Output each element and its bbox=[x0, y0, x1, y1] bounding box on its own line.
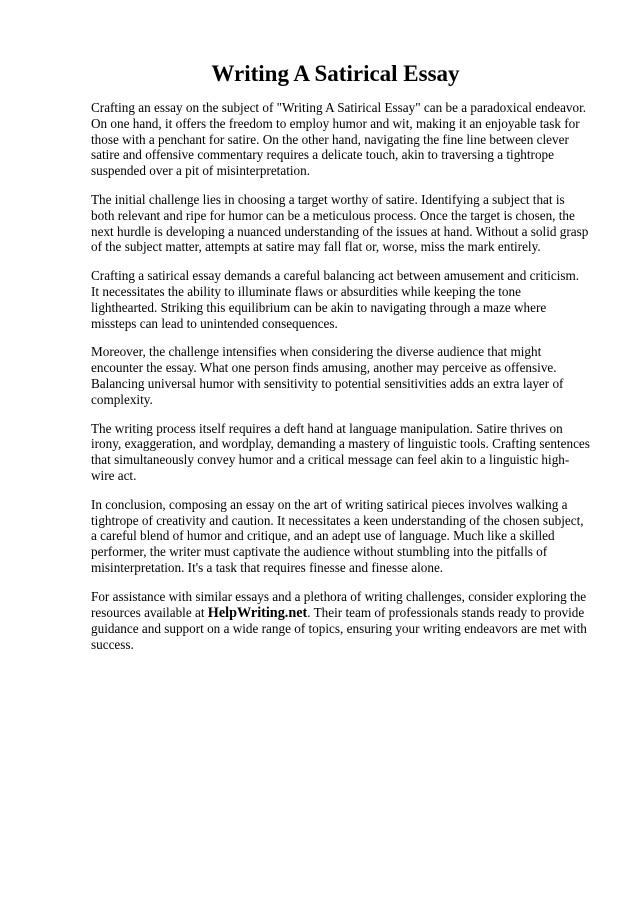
paragraph-1: Crafting an essay on the subject of "Writing A Satirical Essay" can be a paradoxical endeavor. On one hand, it offers the freedom to employ humor and wit, making it an enjoyable task for those with a penchant for satire. On the other hand, navigating the fine line between clever satire and offensive commentary requires a delicate touch, akin to traversing a tightrope suspended over a pit of misinterpretation. bbox=[91, 100, 587, 179]
paragraph-7-text-after: . Their team of professionals stands ready to provide guidance and support on a wide range of topics, ensuring your writing endeavors are met with success. bbox=[91, 604, 587, 653]
paragraph-2: The initial challenge lies in choosing a target worthy of satire. Identifying a subject that is both relevant and ripe for humor can be a meticulous process. Once the target is chosen, the next hurdle is developing a nuanced understanding of the issues at hand. Without a solid grasp of the subject matter, attempts at satire may fall flat or, worse, miss the mark entirely. bbox=[91, 191, 589, 255]
paragraph-7 bbox=[91, 589, 590, 653]
paragraph-7-text-before: For assistance with similar essays and a plethora of writing challenges, consider exploring the resources available at bbox=[91, 588, 587, 620]
paragraph-6: In conclusion, composing an essay on the art of writing satirical pieces involves walking a tightrope of creativity and caution. It necessitates a keen understanding of the chosen subject, a careful blend of humor and critique, and an adept use of language. Much like a skilled performer, the writer must captivate the audience without stumbling into the pitfalls of misinterpretation. It's a task that requires finesse and finesse alone. bbox=[91, 496, 584, 575]
paragraph-5: The writing process itself requires a deft hand at language manipulation. Satire thrives on irony, exaggeration, and wordplay, demanding a mastery of linguistic tools. Crafting sentences that simultaneously convey humor and a critical message can feel akin to a linguistic high-wire act. bbox=[91, 420, 590, 483]
paragraph-4: Moreover, the challenge intensifies when considering the diverse audience that might encounter the essay. What one person finds amusing, another may perceive as offensive. Balancing universal humor with sensitivity to potential sensitivities adds an extra layer of complexity. bbox=[91, 344, 564, 407]
paragraph-3: Crafting a satirical essay demands a careful balancing act between amusement and criticism. It necessitates the ability to illuminate flaws or absurdities while keeping the tone lighthearted. Striking this equilibrium can be akin to navigating through a maze where missteps can lead to unintended consequences. bbox=[91, 268, 580, 331]
helpwriting-link[interactable]: HelpWriting.net bbox=[207, 604, 308, 621]
document-title: Writing A Satirical Essay bbox=[211, 61, 460, 86]
